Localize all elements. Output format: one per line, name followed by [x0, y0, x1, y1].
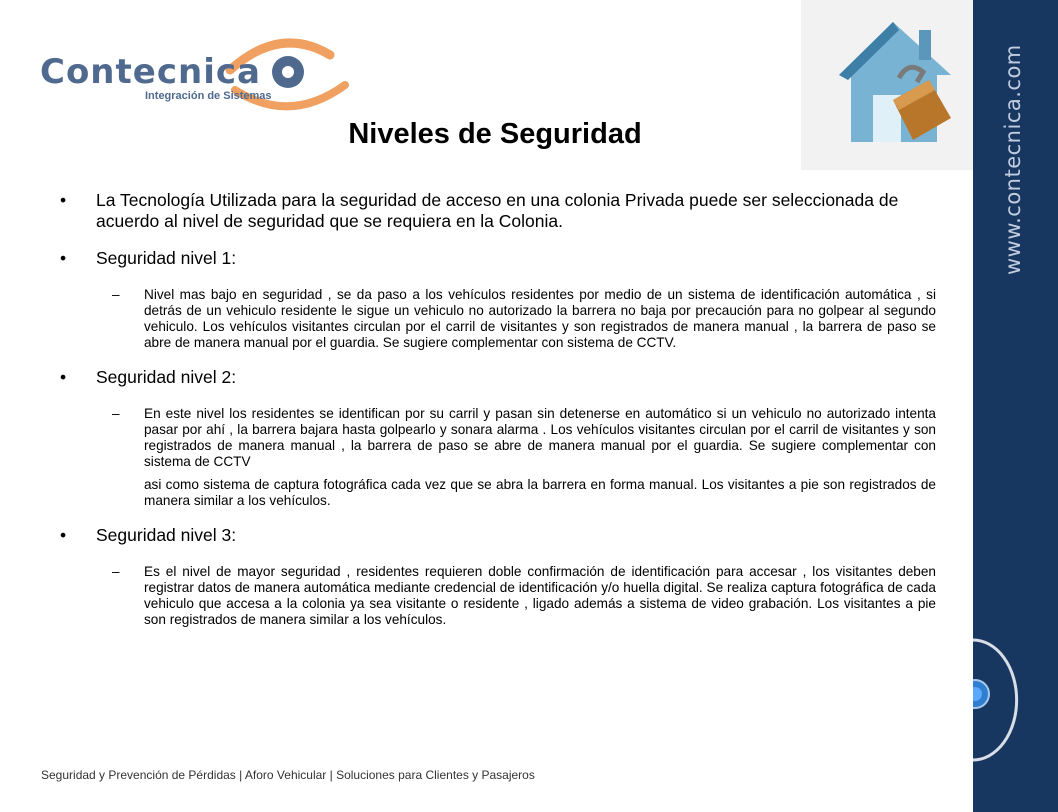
level-1-heading — [60, 248, 936, 269]
level-2-paragraph-1: En este nivel los residentes se identifican por su carril y pasan sin detenerse en automático si un vehiculo no autorizado intenta pasar por ahí , la barrera bajara hasta golpearlo y sonara alarma . Los vehículos visitantes circulan por el carril de visitantes y son registrados de manera manual , la barrera de paso se abre de manera manual por el guardia. Se sugiere complementar con sistema de CCTV — [144, 406, 936, 469]
sub-dash: – — [112, 406, 120, 421]
logo-tagline: Integración de Sistemas — [145, 90, 272, 102]
sub-dash: – — [112, 287, 120, 302]
level-1-description — [60, 287, 936, 351]
level-2-description — [60, 406, 936, 509]
bullet-dot: • — [60, 367, 67, 387]
slide-content — [60, 190, 936, 644]
level-3-description — [60, 564, 936, 628]
level-1-paragraph: Nivel mas bajo en seguridad , se da paso a los vehículos residentes por medio de un sistema de identificación automática , si detrás de un vehiculo residente le sigue un vehiculo no autorizado la barrera no baja por precaución para no golpear al segundo vehiculo. Los vehículos visitantes circulan por el carril de visitantes y son registrados de manera manual , la barrera de paso se abre de manera manual por el guardia. Se sugiere complementar con sistema de CCTV. — [144, 287, 936, 350]
level-1-title: Seguridad nivel 1: — [96, 248, 237, 268]
footer-tagline: Seguridad y Prevención de Pérdidas | Aforo Vehicular | Soluciones para Clientes y Pasajeros — [41, 768, 535, 782]
slide-title: Niveles de Seguridad — [348, 118, 642, 150]
level-3-heading — [60, 525, 936, 546]
bullet-dot: • — [60, 190, 67, 210]
logo-brand-text: Contecnica — [40, 52, 261, 92]
bullet-dot: • — [60, 248, 67, 268]
intro-bullet — [60, 190, 936, 232]
website-url: www.contecnica.com — [1001, 44, 1025, 275]
level-2-heading — [60, 367, 936, 388]
level-2-paragraph-2: asi como sistema de captura fotográfica cada vez que se abra la barrera en forma manual. Los visitantes a pie son registrados de manera similar a los vehículos. — [144, 477, 936, 508]
level-2-title: Seguridad nivel 2: — [96, 367, 237, 387]
contecnica-logo — [30, 30, 360, 115]
level-3-title: Seguridad nivel 3: — [96, 525, 237, 545]
bullet-dot: • — [60, 525, 67, 545]
intro-text: La Tecnología Utilizada para la seguridad de acceso en una colonia Privada puede ser seleccionada de acuerdo al nivel de seguridad que se requiera en la Colonia. — [96, 190, 899, 231]
level-3-paragraph: Es el nivel de mayor seguridad , residentes requieren doble confirmación de identificación para accesar , los visitantes deben registrar datos de manera automática mediante credencial de identificación y/o huella digital. Se realiza captura fotográfica de cada vehiculo que accesa a la colonia ya sea visitante o residente , ligado además a sistema de video grabación. Los visitantes a pie son registrados de manera similar a los vehículos. — [144, 564, 936, 627]
sub-dash: – — [112, 564, 120, 579]
